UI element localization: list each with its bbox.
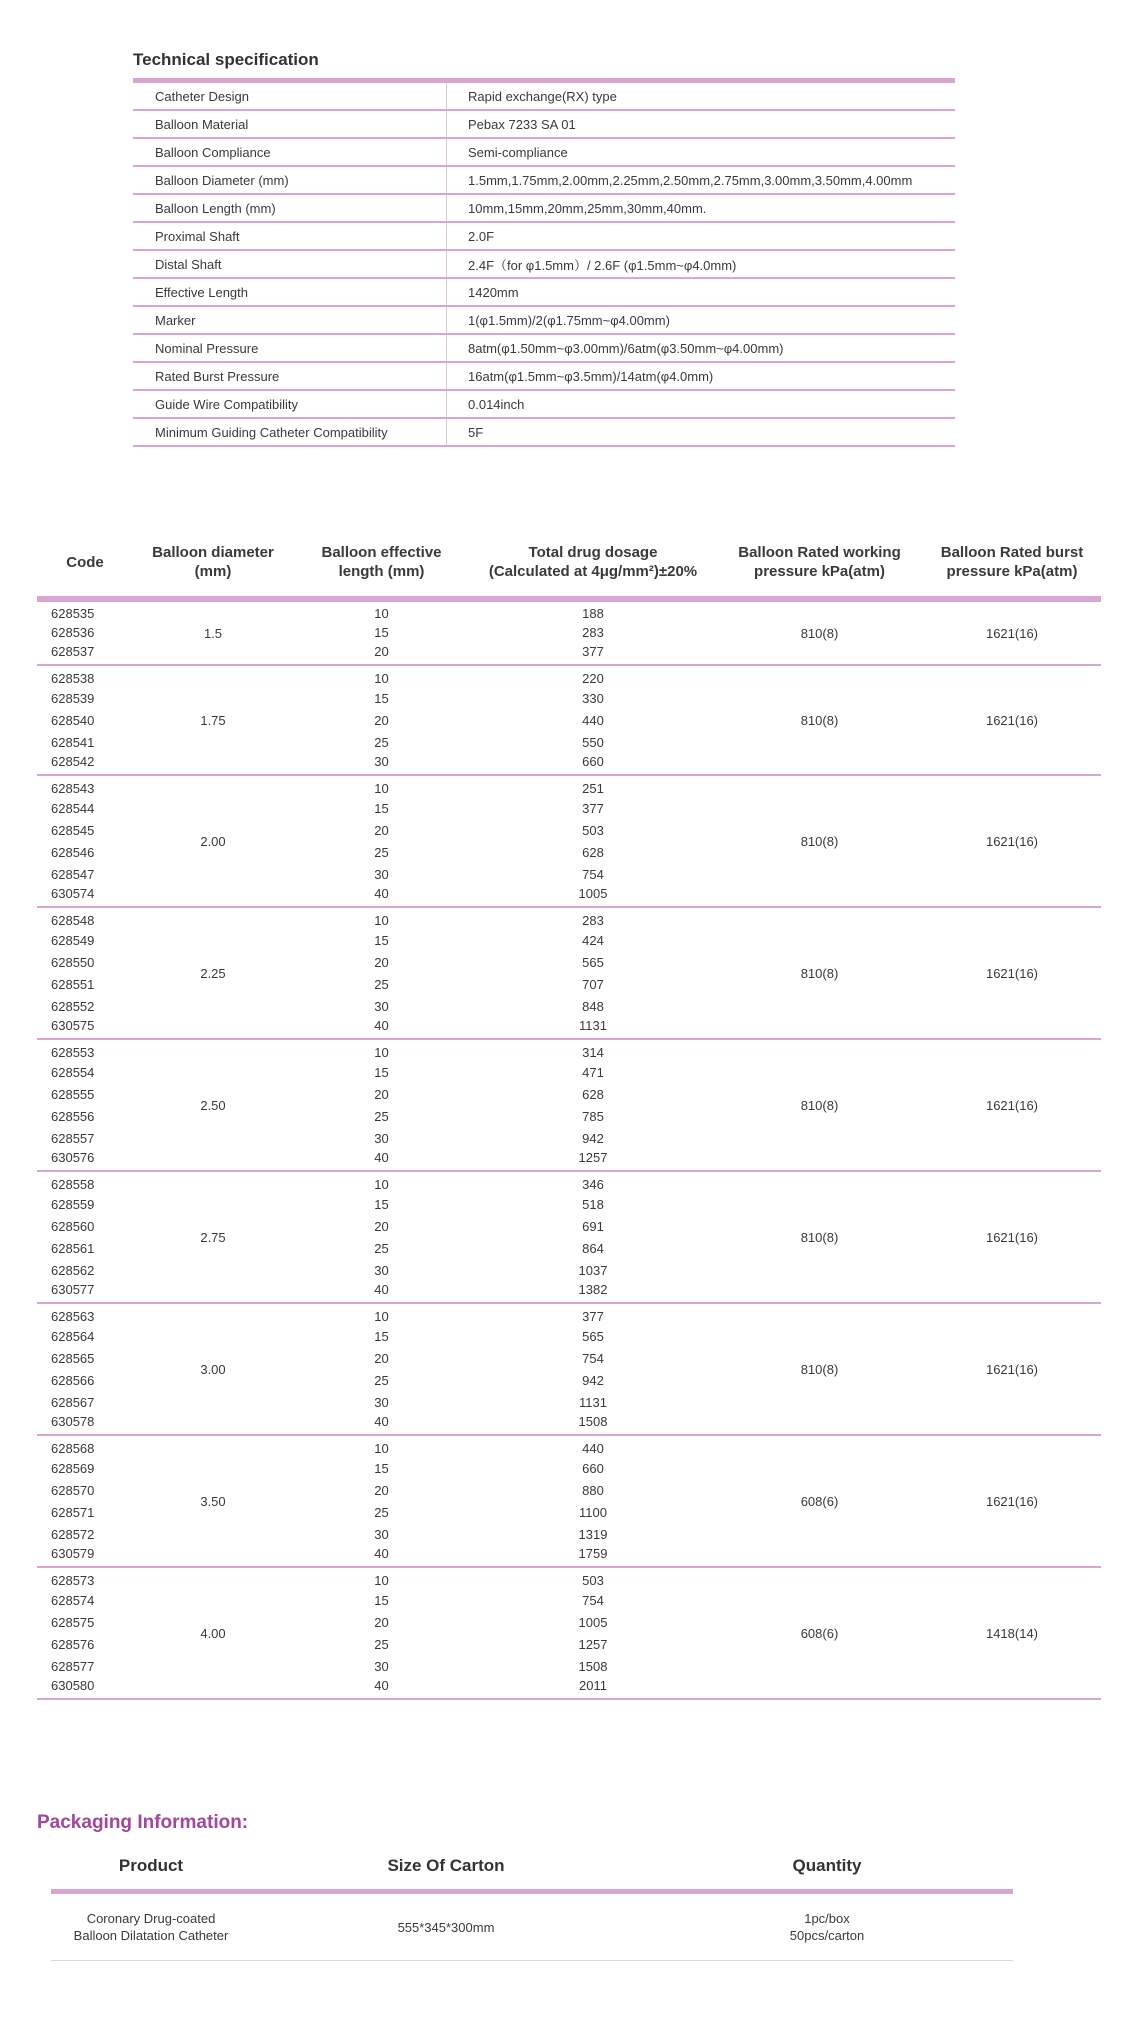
dosage-cell: 330 bbox=[582, 690, 604, 706]
dosage-cell: 1100 bbox=[579, 1504, 607, 1520]
code-cell: 628542 bbox=[37, 753, 133, 775]
code-cell: 628565 bbox=[51, 1350, 95, 1366]
length-cell: 10 bbox=[374, 1441, 389, 1456]
burst-pressure-cell: 1621(16) bbox=[923, 775, 1101, 907]
code-cell: 628548 bbox=[51, 913, 95, 928]
burst-pressure-cell: 1418(14) bbox=[923, 1567, 1101, 1699]
code-cell: 628556 bbox=[51, 1108, 95, 1124]
length-cell: 10 bbox=[374, 1177, 389, 1192]
burst-pressure-cell: 1621(16) bbox=[923, 907, 1101, 1039]
header-burst-pressure: Balloon Rated burst pressure kPa(atm) bbox=[923, 532, 1101, 599]
dosage-cell: 188 bbox=[582, 606, 604, 621]
dosage-cell: 2011 bbox=[470, 1677, 716, 1699]
code-cell: 628575 bbox=[51, 1614, 95, 1630]
code-cell: 628566 bbox=[51, 1372, 95, 1388]
spec-row bbox=[133, 222, 955, 250]
length-cell: 15 bbox=[374, 932, 389, 948]
diameter-group bbox=[37, 1303, 1101, 1435]
burst-pressure-cell: 1621(16) bbox=[923, 1039, 1101, 1171]
length-cell: 20 bbox=[374, 1218, 389, 1234]
length-cell: 25 bbox=[374, 1636, 389, 1652]
dosage-cell: 848 bbox=[582, 998, 604, 1014]
code-cell: 628574 bbox=[51, 1592, 95, 1608]
packaging-product: Coronary Drug-coated Balloon Dilatation Catheter bbox=[51, 1892, 251, 1961]
dosage-cell: 220 bbox=[582, 671, 604, 686]
spec-value: 2.0F bbox=[447, 222, 956, 250]
code-cell: 630578 bbox=[37, 1413, 133, 1435]
spec-row bbox=[133, 194, 955, 222]
length-cell: 10 bbox=[374, 913, 389, 928]
diameter-cell: 2.00 bbox=[133, 775, 293, 907]
packaging-size: 555*345*300mm bbox=[251, 1892, 641, 1961]
code-cell: 628561 bbox=[51, 1240, 95, 1256]
length-cell: 25 bbox=[374, 1108, 389, 1124]
diameter-cell: 3.50 bbox=[133, 1435, 293, 1567]
diameter-group bbox=[37, 907, 1101, 1039]
spec-param: Balloon Material bbox=[133, 110, 447, 138]
length-cell: 30 bbox=[374, 1394, 389, 1410]
spec-param: Nominal Pressure bbox=[133, 334, 447, 362]
code-cell: 628554 bbox=[51, 1064, 95, 1080]
dosage-cell: 942 bbox=[582, 1130, 604, 1146]
working-pressure-cell: 810(8) bbox=[716, 1303, 923, 1435]
working-pressure-cell: 810(8) bbox=[716, 775, 923, 907]
spec-title: Technical specification bbox=[133, 50, 319, 69]
working-pressure-cell: 810(8) bbox=[716, 1171, 923, 1303]
length-cell: 20 bbox=[374, 822, 389, 838]
burst-pressure-cell: 1621(16) bbox=[923, 1303, 1101, 1435]
code-cell: 628568 bbox=[51, 1441, 95, 1456]
code-cell: 628572 bbox=[51, 1526, 95, 1542]
dosage-cell: 471 bbox=[582, 1064, 604, 1080]
dosage-cell: 251 bbox=[582, 781, 604, 796]
code-cell: 628573 bbox=[51, 1573, 95, 1588]
dosage-cell: 503 bbox=[582, 822, 604, 838]
code-cell: 628571 bbox=[51, 1504, 95, 1520]
dosage-cell: 628 bbox=[582, 1086, 604, 1102]
length-cell: 40 bbox=[293, 1149, 470, 1171]
working-pressure-cell: 810(8) bbox=[716, 599, 923, 665]
header-length: Balloon effective length (mm) bbox=[293, 532, 470, 599]
table-row bbox=[37, 665, 1101, 687]
code-cell: 630577 bbox=[37, 1281, 133, 1303]
length-cell: 30 bbox=[374, 1130, 389, 1146]
spec-row bbox=[133, 278, 955, 306]
length-cell: 10 bbox=[374, 781, 389, 796]
spec-value: 8atm(φ1.50mm~φ3.00mm)/6atm(φ3.50mm~φ4.00mm) bbox=[447, 334, 956, 362]
code-cell: 628551 bbox=[51, 976, 95, 992]
diameter-cell: 3.00 bbox=[133, 1303, 293, 1435]
dosage-cell: 440 bbox=[582, 712, 604, 728]
length-cell: 10 bbox=[374, 1573, 389, 1588]
code-cell: 628535 bbox=[51, 606, 95, 621]
packaging-header-quantity: Quantity bbox=[641, 1849, 1013, 1892]
spec-value: 1.5mm,1.75mm,2.00mm,2.25mm,2.50mm,2.75mm,3.00mm,3.50mm,4.00mm bbox=[447, 166, 956, 194]
diameter-group bbox=[37, 1171, 1101, 1303]
length-cell: 15 bbox=[374, 800, 389, 816]
code-cell: 628550 bbox=[51, 954, 95, 970]
spec-value: Rapid exchange(RX) type bbox=[447, 81, 956, 111]
length-cell: 30 bbox=[374, 1262, 389, 1278]
length-cell: 40 bbox=[293, 1281, 470, 1303]
diameter-group bbox=[37, 599, 1101, 665]
burst-pressure-cell: 1621(16) bbox=[923, 1171, 1101, 1303]
code-cell: 628536 bbox=[51, 624, 95, 640]
length-cell: 30 bbox=[374, 998, 389, 1014]
length-cell: 20 bbox=[293, 643, 470, 665]
product-table-header-row bbox=[37, 532, 1101, 599]
spec-table bbox=[133, 78, 955, 447]
spec-row bbox=[133, 138, 955, 166]
packaging-header-product: Product bbox=[51, 1849, 251, 1892]
length-cell: 20 bbox=[374, 1350, 389, 1366]
length-cell: 15 bbox=[374, 1064, 389, 1080]
table-row bbox=[37, 1039, 1101, 1061]
code-cell: 628552 bbox=[51, 998, 95, 1014]
length-cell: 20 bbox=[374, 954, 389, 970]
table-row bbox=[37, 1435, 1101, 1457]
dosage-cell: 424 bbox=[582, 932, 604, 948]
code-cell: 630576 bbox=[37, 1149, 133, 1171]
spec-param: Balloon Length (mm) bbox=[133, 194, 447, 222]
length-cell: 40 bbox=[293, 885, 470, 907]
length-cell: 30 bbox=[374, 1526, 389, 1542]
diameter-cell: 1.75 bbox=[133, 665, 293, 775]
packaging-row bbox=[51, 1892, 1013, 1961]
dosage-cell: 864 bbox=[582, 1240, 604, 1256]
spec-value: 10mm,15mm,20mm,25mm,30mm,40mm. bbox=[447, 194, 956, 222]
length-cell: 10 bbox=[374, 1309, 389, 1324]
dosage-cell: 377 bbox=[470, 643, 716, 665]
spec-row bbox=[133, 418, 955, 446]
code-cell: 628547 bbox=[51, 866, 95, 882]
length-cell: 10 bbox=[374, 606, 389, 621]
spec-value: 1420mm bbox=[447, 278, 956, 306]
spec-param: Balloon Compliance bbox=[133, 138, 447, 166]
burst-pressure-cell: 1621(16) bbox=[923, 599, 1101, 665]
code-cell: 630580 bbox=[37, 1677, 133, 1699]
length-cell: 10 bbox=[374, 671, 389, 686]
code-cell: 630579 bbox=[37, 1545, 133, 1567]
dosage-cell: 518 bbox=[582, 1196, 604, 1212]
length-cell: 25 bbox=[374, 844, 389, 860]
table-row bbox=[37, 1171, 1101, 1193]
code-cell: 628570 bbox=[51, 1482, 95, 1498]
table-row bbox=[37, 1303, 1101, 1325]
code-cell: 628549 bbox=[51, 932, 95, 948]
spec-param: Balloon Diameter (mm) bbox=[133, 166, 447, 194]
dosage-cell: 942 bbox=[582, 1372, 604, 1388]
code-cell: 628560 bbox=[51, 1218, 95, 1234]
dosage-cell: 283 bbox=[582, 913, 604, 928]
dosage-cell: 283 bbox=[582, 624, 604, 640]
working-pressure-cell: 608(6) bbox=[716, 1435, 923, 1567]
dosage-cell: 1382 bbox=[470, 1281, 716, 1303]
spec-param: Guide Wire Compatibility bbox=[133, 390, 447, 418]
spec-param: Effective Length bbox=[133, 278, 447, 306]
code-cell: 628569 bbox=[51, 1460, 95, 1476]
working-pressure-cell: 608(6) bbox=[716, 1567, 923, 1699]
burst-pressure-cell: 1621(16) bbox=[923, 665, 1101, 775]
code-cell: 628559 bbox=[51, 1196, 95, 1212]
spec-value: Pebax 7233 SA 01 bbox=[447, 110, 956, 138]
spec-value: 5F bbox=[447, 418, 956, 446]
code-cell: 630574 bbox=[37, 885, 133, 907]
product-table bbox=[37, 532, 1101, 1700]
dosage-cell: 785 bbox=[582, 1108, 604, 1124]
diameter-cell: 1.5 bbox=[133, 599, 293, 665]
length-cell: 30 bbox=[374, 866, 389, 882]
packaging-quantity: 1pc/box 50pcs/carton bbox=[641, 1892, 1013, 1961]
length-cell: 10 bbox=[374, 1045, 389, 1060]
length-cell: 20 bbox=[374, 1086, 389, 1102]
code-cell: 628563 bbox=[51, 1309, 95, 1324]
code-cell: 628564 bbox=[51, 1328, 95, 1344]
code-cell: 628558 bbox=[51, 1177, 95, 1192]
working-pressure-cell: 810(8) bbox=[716, 907, 923, 1039]
length-cell: 15 bbox=[374, 690, 389, 706]
spec-row bbox=[133, 390, 955, 418]
diameter-group bbox=[37, 665, 1101, 775]
header-dosage: Total drug dosage (Calculated at 4μg/mm²)±20% bbox=[470, 532, 716, 599]
code-cell: 628567 bbox=[51, 1394, 95, 1410]
packaging-title: Packaging Information: bbox=[37, 1812, 249, 1833]
dosage-cell: 503 bbox=[582, 1573, 604, 1588]
header-working-pressure: Balloon Rated working pressure kPa(atm) bbox=[716, 532, 923, 599]
code-cell: 628555 bbox=[51, 1086, 95, 1102]
length-cell: 25 bbox=[374, 1372, 389, 1388]
code-cell: 628543 bbox=[51, 781, 95, 796]
length-cell: 25 bbox=[374, 1240, 389, 1256]
length-cell: 15 bbox=[374, 1328, 389, 1344]
diameter-cell: 2.25 bbox=[133, 907, 293, 1039]
spec-value: 2.4F（for φ1.5mm）/ 2.6F (φ1.5mm~φ4.0mm) bbox=[447, 250, 956, 278]
length-cell: 20 bbox=[374, 1482, 389, 1498]
diameter-group bbox=[37, 1567, 1101, 1699]
length-cell: 20 bbox=[374, 1614, 389, 1630]
diameter-cell: 2.50 bbox=[133, 1039, 293, 1171]
table-row bbox=[37, 775, 1101, 797]
length-cell: 40 bbox=[293, 1017, 470, 1039]
spec-param: Minimum Guiding Catheter Compatibility bbox=[133, 418, 447, 446]
dosage-cell: 314 bbox=[582, 1045, 604, 1060]
code-cell: 628546 bbox=[51, 844, 95, 860]
spec-row bbox=[133, 81, 955, 111]
spec-row bbox=[133, 334, 955, 362]
diameter-cell: 2.75 bbox=[133, 1171, 293, 1303]
spec-value: 1(φ1.5mm)/2(φ1.75mm~φ4.00mm) bbox=[447, 306, 956, 334]
code-cell: 628545 bbox=[51, 822, 95, 838]
dosage-cell: 346 bbox=[582, 1177, 604, 1192]
length-cell: 25 bbox=[374, 976, 389, 992]
spec-param: Distal Shaft bbox=[133, 250, 447, 278]
length-cell: 15 bbox=[374, 1196, 389, 1212]
spec-row bbox=[133, 250, 955, 278]
header-code: Code bbox=[37, 532, 133, 599]
spec-param: Proximal Shaft bbox=[133, 222, 447, 250]
length-cell: 15 bbox=[374, 1592, 389, 1608]
dosage-cell: 440 bbox=[582, 1441, 604, 1456]
spec-param: Catheter Design bbox=[133, 81, 447, 111]
length-cell: 30 bbox=[293, 753, 470, 775]
code-cell: 628537 bbox=[37, 643, 133, 665]
code-cell: 628539 bbox=[51, 690, 95, 706]
length-cell: 20 bbox=[374, 712, 389, 728]
length-cell: 40 bbox=[293, 1413, 470, 1435]
code-cell: 628538 bbox=[51, 671, 95, 686]
working-pressure-cell: 810(8) bbox=[716, 665, 923, 775]
table-row bbox=[37, 599, 1101, 621]
packaging-header-row bbox=[51, 1849, 1013, 1892]
code-cell: 628557 bbox=[51, 1130, 95, 1146]
dosage-cell: 1508 bbox=[470, 1413, 716, 1435]
working-pressure-cell: 810(8) bbox=[716, 1039, 923, 1171]
dosage-cell: 1131 bbox=[579, 1394, 607, 1410]
code-cell: 628577 bbox=[51, 1658, 95, 1674]
dosage-cell: 565 bbox=[582, 1328, 604, 1344]
spec-param: Marker bbox=[133, 306, 447, 334]
diameter-group bbox=[37, 775, 1101, 907]
spec-row bbox=[133, 362, 955, 390]
code-cell: 628553 bbox=[51, 1045, 95, 1060]
length-cell: 25 bbox=[374, 734, 389, 750]
length-cell: 15 bbox=[374, 1460, 389, 1476]
diameter-group bbox=[37, 1039, 1101, 1171]
diameter-cell: 4.00 bbox=[133, 1567, 293, 1699]
spec-param: Rated Burst Pressure bbox=[133, 362, 447, 390]
spec-value: 16atm(φ1.5mm~φ3.5mm)/14atm(φ4.0mm) bbox=[447, 362, 956, 390]
spec-row bbox=[133, 110, 955, 138]
table-row bbox=[37, 1567, 1101, 1589]
code-cell: 628544 bbox=[51, 800, 95, 816]
dosage-cell: 1319 bbox=[578, 1526, 608, 1542]
dosage-cell: 377 bbox=[582, 1309, 604, 1324]
dosage-cell: 660 bbox=[470, 753, 716, 775]
dosage-cell: 1131 bbox=[470, 1017, 716, 1039]
header-diameter: Balloon diameter (mm) bbox=[133, 532, 293, 599]
table-row bbox=[37, 907, 1101, 929]
code-cell: 628562 bbox=[51, 1262, 95, 1278]
diameter-group bbox=[37, 1435, 1101, 1567]
code-cell: 628541 bbox=[51, 734, 95, 750]
length-cell: 25 bbox=[374, 1504, 389, 1520]
dosage-cell: 754 bbox=[582, 1592, 604, 1608]
length-cell: 30 bbox=[374, 1658, 389, 1674]
dosage-cell: 1257 bbox=[578, 1636, 608, 1652]
dosage-cell: 1508 bbox=[578, 1658, 608, 1674]
spec-value: 0.014inch bbox=[447, 390, 956, 418]
dosage-cell: 1759 bbox=[470, 1545, 716, 1567]
dosage-cell: 550 bbox=[582, 734, 604, 750]
dosage-cell: 1257 bbox=[470, 1149, 716, 1171]
length-cell: 40 bbox=[293, 1545, 470, 1567]
dosage-cell: 377 bbox=[582, 800, 604, 816]
code-cell: 628576 bbox=[51, 1636, 95, 1652]
code-cell: 628540 bbox=[51, 712, 95, 728]
packaging-table bbox=[51, 1849, 1013, 1961]
code-cell: 630575 bbox=[37, 1017, 133, 1039]
spec-value: Semi-compliance bbox=[447, 138, 956, 166]
packaging-header-size: Size Of Carton bbox=[251, 1849, 641, 1892]
dosage-cell: 565 bbox=[582, 954, 604, 970]
dosage-cell: 1005 bbox=[578, 1614, 608, 1630]
length-cell: 15 bbox=[374, 624, 389, 640]
dosage-cell: 660 bbox=[582, 1460, 604, 1476]
dosage-cell: 628 bbox=[582, 844, 604, 860]
burst-pressure-cell: 1621(16) bbox=[923, 1435, 1101, 1567]
dosage-cell: 754 bbox=[582, 1350, 604, 1366]
spec-row bbox=[133, 166, 955, 194]
dosage-cell: 880 bbox=[582, 1482, 604, 1498]
dosage-cell: 754 bbox=[582, 866, 604, 882]
dosage-cell: 691 bbox=[582, 1218, 604, 1234]
dosage-cell: 1005 bbox=[470, 885, 716, 907]
spec-row bbox=[133, 306, 955, 334]
length-cell: 40 bbox=[293, 1677, 470, 1699]
dosage-cell: 707 bbox=[582, 976, 604, 992]
dosage-cell: 1037 bbox=[578, 1262, 608, 1278]
